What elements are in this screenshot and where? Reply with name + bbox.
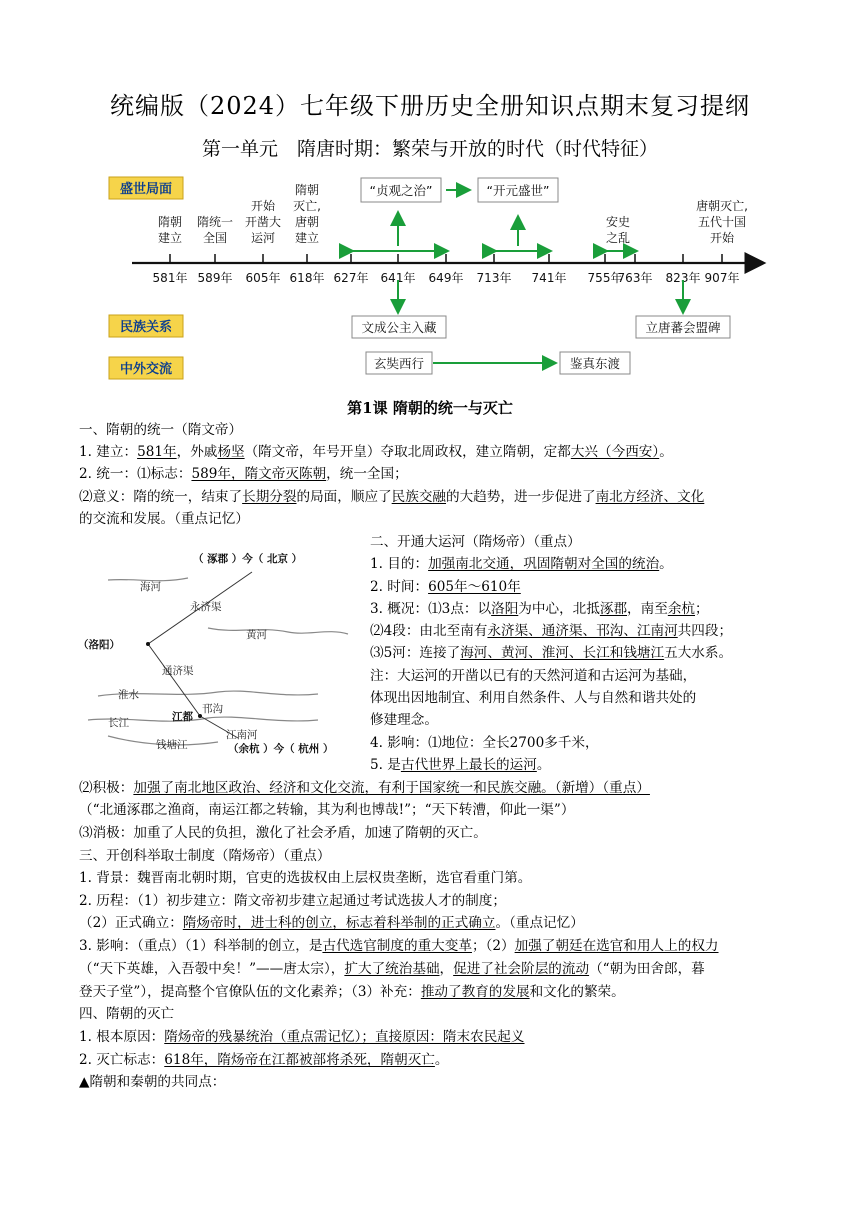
s3-heading: 三、开创科举取士制度（隋炀帝）（重点）: [79, 848, 331, 864]
s2-line-impact: 4. 影响：⑴地位：全长2700多千米，: [370, 735, 599, 751]
year-label: 649年: [428, 271, 464, 285]
s2-note1: 注：大运河的开凿以已有的天然河道和古运河为基础，: [370, 668, 697, 684]
box-zhenguan-label: “贞观之治”: [369, 183, 433, 198]
year-label: 618年: [289, 271, 325, 285]
year-label: 627年: [333, 271, 369, 285]
s4-line1: 1. 根本原因：隋炀帝的残暴统治（重点需记忆）；直接原因：隋末农民起义: [79, 1029, 525, 1045]
event-755-line1: 安史: [605, 215, 631, 229]
s2-heading: 二、开通大运河（隋炀帝）（重点）: [370, 534, 581, 550]
year-label: 823年: [665, 271, 701, 285]
event-605-line3: 运河: [250, 231, 276, 245]
s2-line3: 3. 概况：⑴3点：以洛阳为中心，北抵涿郡，南至余杭；: [370, 601, 709, 617]
event-605-line2: 开凿大: [244, 215, 282, 229]
event-589-line1: 隋统一: [196, 215, 234, 229]
s2-line-negative: ⑶消极：加重了人民的负担，激化了社会矛盾，加速了隋朝的灭亡。: [79, 825, 487, 841]
event-907-line1: 唐朝灭亡,: [696, 199, 748, 213]
year-label: 907年: [704, 271, 740, 285]
s1-line4: 的交流和发展。（重点记忆）: [79, 511, 249, 527]
tongji-canal: [148, 644, 200, 716]
year-ticks: [153, 254, 740, 285]
map-label-changjiang: 长江: [108, 717, 129, 729]
s2-note2: 体现出因地制宜、利用自然条件、人与自然和谐共处的: [370, 690, 697, 706]
event-618-line3: 唐朝: [294, 215, 320, 229]
s3-line6: 登天子堂”），提高整个官僚队伍的文化素养；（3）补充：推动了教育的发展和文化的繁荣。: [79, 984, 625, 1000]
event-618-line2: 灭亡,: [293, 199, 321, 213]
s3-line1: 1. 背景：魏晋南北朝时期，官吏的选拔权由上层权贵垄断，选官看重门第。: [79, 870, 532, 886]
s2-line4: ⑵4段：由北至南有永济渠、通济渠、邗沟、江南河共四段；: [370, 623, 733, 639]
map-label-tongji: 通济渠: [162, 665, 194, 677]
s2-line-longest: 5. 是古代世界上最长的运河。: [370, 757, 551, 773]
s2-line1: 1. 目的：加强南北交通，巩固隋朝对全国的统治。: [370, 556, 673, 572]
event-618-line4: 建立: [294, 231, 320, 245]
s3-line4: 3. 影响：（重点）（1）科举制的创立，是古代选官制度的重大变革；（2）加强了朝廷在选官和用人上的权力: [79, 938, 719, 954]
s2-line5: ⑶5河：连接了海河、黄河、淮河、长江和钱塘江五大水系。: [370, 645, 733, 661]
map-label-yongji: 永济渠: [190, 601, 222, 613]
huanghe-river: [208, 628, 348, 634]
category-label-foreign: 中外交流: [119, 362, 173, 377]
year-label: 581年: [152, 271, 188, 285]
map-label-qiantang: 钱塘江: [156, 739, 188, 751]
s3-line5: （“天下英雄，入吾彀中矣！”——唐太宗），扩大了统治基础，促进了社会阶层的流动（“朝为田舍郎，暮: [79, 961, 705, 977]
map-label-yuhang: （余杭 ）今（ 杭州 ）: [228, 743, 334, 755]
map-label-huaishui: 淮水: [118, 689, 139, 701]
event-907-line3: 开始: [709, 231, 735, 245]
event-907-line2: 五代十国: [697, 215, 747, 229]
year-label: 755年: [587, 271, 623, 285]
event-755-line2: 之乱: [605, 231, 631, 245]
s1-line2: 2. 统一：⑴标志：589年，隋文帝灭陈朝，统一全国；: [79, 466, 408, 482]
s1-line3: ⑵意义：隋的统一，结束了长期分裂的局面，顺应了民族交融的大趋势，进一步促进了南北方经济、文化: [79, 489, 705, 505]
s1-heading: 一、隋朝的统一（隋文帝）: [79, 422, 243, 438]
map-label-huanghe: 黄河: [246, 629, 267, 641]
s2-note3: 修建理念。: [370, 712, 438, 728]
year-label: 605年: [245, 271, 281, 285]
lesson-title: 第1课 隋朝的统一与灭亡: [347, 399, 513, 417]
timeline-diagram: [100, 168, 780, 388]
event-618-line1: 隋朝: [294, 183, 320, 197]
s2-line2: 2. 时间：605年～610年: [370, 579, 521, 595]
s2-line-positive: ⑵积极：加强了南北地区政治、经济和文化交流，有利于国家统一和民族交融。（新增）（重点）: [79, 780, 650, 796]
s3-line3: （2）正式确立：隋炀帝时，进士科的创立，标志着科举制的正式确立。（重点记忆）: [79, 915, 584, 931]
year-label: 713年: [476, 271, 512, 285]
event-589-line2: 全国: [202, 231, 228, 245]
category-label-ethnic: 民族关系: [119, 320, 173, 335]
category-label-prosperity: 盛世局面: [119, 182, 173, 197]
map-label-haihe: 海河: [140, 581, 161, 593]
box-kaiyuan-label: “开元盛世”: [486, 183, 550, 198]
box-wencheng-label: 文成公主入藏: [361, 320, 437, 335]
document-title: 统编版（2024）七年级下册历史全册知识点期末复习提纲: [109, 92, 751, 120]
s4-line2: 2. 灭亡标志：618年，隋炀帝在江都被部将杀死，隋朝灭亡。: [79, 1052, 449, 1068]
map-label-jiangnan: 江南河: [226, 729, 258, 741]
map-label-luoyang: （洛阳）: [78, 639, 120, 651]
grand-canal-map: [78, 548, 362, 768]
event-605-line1: 开始: [250, 199, 276, 213]
s1-line1: 1. 建立：581年，外戚杨坚（隋文帝，年号开皇）夺取北周政权，建立隋朝，定都大兴（今西安）。: [79, 444, 673, 460]
map-label-hangou: 邗沟: [202, 703, 223, 715]
year-label: 641年: [380, 271, 416, 285]
s3-line2: 2. 历程：（1）初步建立：隋文帝初步建立起通过考试选拔人才的制度；: [79, 893, 506, 909]
s4-line3: ▲隋朝和秦朝的共同点：: [79, 1074, 226, 1090]
s4-heading: 四、隋朝的灭亡: [79, 1006, 175, 1022]
year-label: 763年: [617, 271, 653, 285]
box-jianzhen-label: 鉴真东渡: [569, 356, 621, 371]
year-label: 589年: [197, 271, 233, 285]
s2-line-quotes: （“北通涿郡之渔商，南运江都之转输，其为利也博哉!”；“天下转漕，仰此一渠”）: [79, 802, 575, 818]
map-label-zhuojun: （ 涿郡 ）今（ 北京 ）: [193, 553, 303, 565]
box-xuanzang-label: 玄奘西行: [373, 356, 425, 371]
year-label: 741年: [531, 271, 567, 285]
box-tangfan-label: 立唐蕃会盟碑: [645, 320, 721, 335]
event-581-line2: 建立: [157, 231, 183, 245]
map-label-jiangdu: 江都: [172, 711, 193, 723]
unit-title: 第一单元 隋唐时期：繁荣与开放的时代（时代特征）: [201, 138, 658, 160]
event-581-line1: 隋朝: [157, 215, 183, 229]
